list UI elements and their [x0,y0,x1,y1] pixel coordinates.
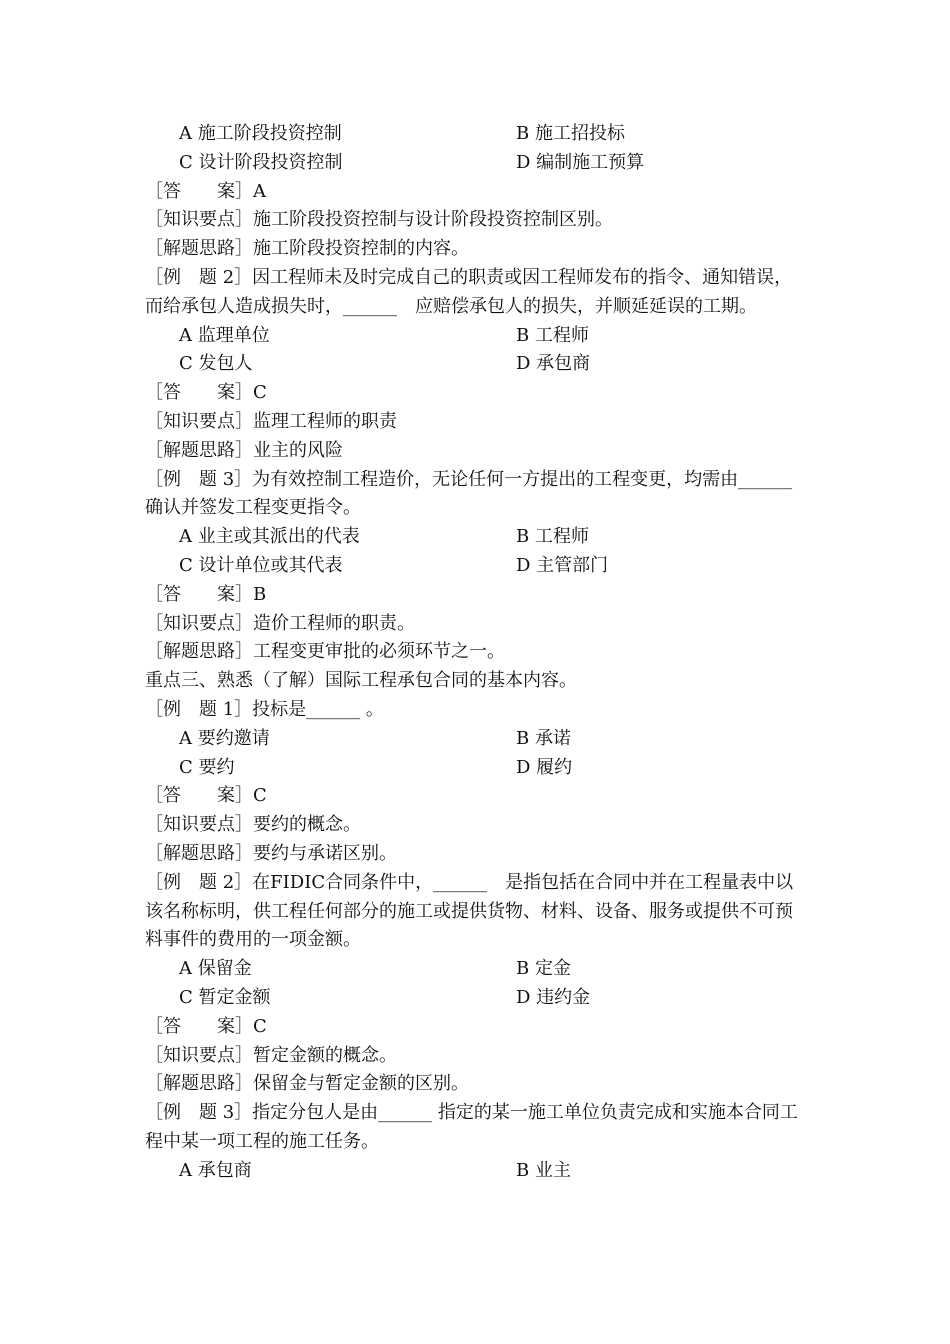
text-line: ［解题思路］施工阶段投资控制的内容。 [145,238,469,260]
option-right: B 业主 [516,1159,571,1181]
option-row [145,322,810,351]
option-right: B 承诺 [516,727,571,749]
text-line: ［知识要点］监理工程师的职责 [145,410,397,432]
option-row [145,725,810,754]
option-right: D 主管部门 [516,554,609,576]
text-line: ［答 案］C [145,1015,267,1037]
text-line: ［知识要点］暂定金额的概念。 [145,1044,397,1066]
option-right: B 工程师 [516,526,589,548]
option-row [145,350,810,379]
text-line: ［答 案］A [145,180,266,202]
document-body [145,120,810,1185]
option-left: A 承包商 [179,1159,252,1181]
text-line: ［知识要点］要约的概念。 [145,814,361,836]
option-left: A 监理单位 [179,324,270,346]
option-left: C 设计单位或其代表 [179,554,343,576]
text-line: ［解题思路］工程变更审批的必须环节之一。 [145,641,505,663]
option-right: D 违约金 [516,986,591,1008]
option-left: A 施工阶段投资控制 [179,123,342,144]
question-paragraph: ［例 题 2］因工程师未及时完成自己的职责或因工程师发布的指令、通知错误，而给承包人造成损失时，______ 应赔偿承包人的损失，并顺延延误的工期。 [145,266,793,317]
text-line: ［答 案］B [145,583,267,605]
option-row [145,552,810,581]
option-right: D 履约 [516,756,573,778]
text-line: ［答 案］C [145,785,267,807]
option-left: C 要约 [179,756,235,778]
text-line: ［例 题 1］投标是______ 。 [145,698,384,720]
option-left: C 设计阶段投资控制 [179,151,343,173]
option-row [145,523,810,552]
text-line: ［解题思路］要约与承诺区别。 [145,842,397,864]
option-left: A 要约邀请 [179,727,270,749]
option-left: A 保留金 [179,958,252,980]
text-line: ［答 案］C [145,382,267,404]
option-left: A 业主或其派出的代表 [179,526,360,548]
option-row [145,984,810,1013]
option-row [145,120,810,149]
option-row [145,1157,810,1186]
text-line: ［解题思路］业主的风险 [145,439,343,461]
option-right: D 编制施工预算 [516,151,645,173]
text-line: 重点三、熟悉（了解）国际工程承包合同的基本内容。 [145,670,577,692]
option-row [145,955,810,984]
option-left: C 发包人 [179,353,253,375]
option-right: B 工程师 [516,324,589,346]
option-right: D 承包商 [516,353,591,375]
question-paragraph: ［例 题 3］指定分包人是由______ 指定的某一施工单位负责完成和实施本合同工程中某一项工程的施工任务。 [145,1102,798,1152]
text-line: ［知识要点］施工阶段投资控制与设计阶段投资控制区别。 [145,209,613,231]
option-left: C 暂定金额 [179,986,271,1008]
option-right: B 定金 [516,958,571,980]
option-row [145,754,810,783]
option-right: B 施工招投标 [516,123,625,144]
option-row [145,149,810,178]
text-line: ［知识要点］造价工程师的职责。 [145,612,415,634]
text-line: ［解题思路］保留金与暂定金额的区别。 [145,1073,469,1095]
question-paragraph: ［例 题 3］为有效控制工程造价，无论任何一方提出的工程变更，均需由______ 确认并签发工程变更指令。 [145,468,793,519]
question-paragraph: ［例 题 2］在FIDIC合同条件中，______ 是指包括在合同中并在工程量表中以该名称标明，供工程任何部分的施工或提供货物、材料、设备、服务或提供不可预料事件的费用的一项金额。 [145,871,794,951]
